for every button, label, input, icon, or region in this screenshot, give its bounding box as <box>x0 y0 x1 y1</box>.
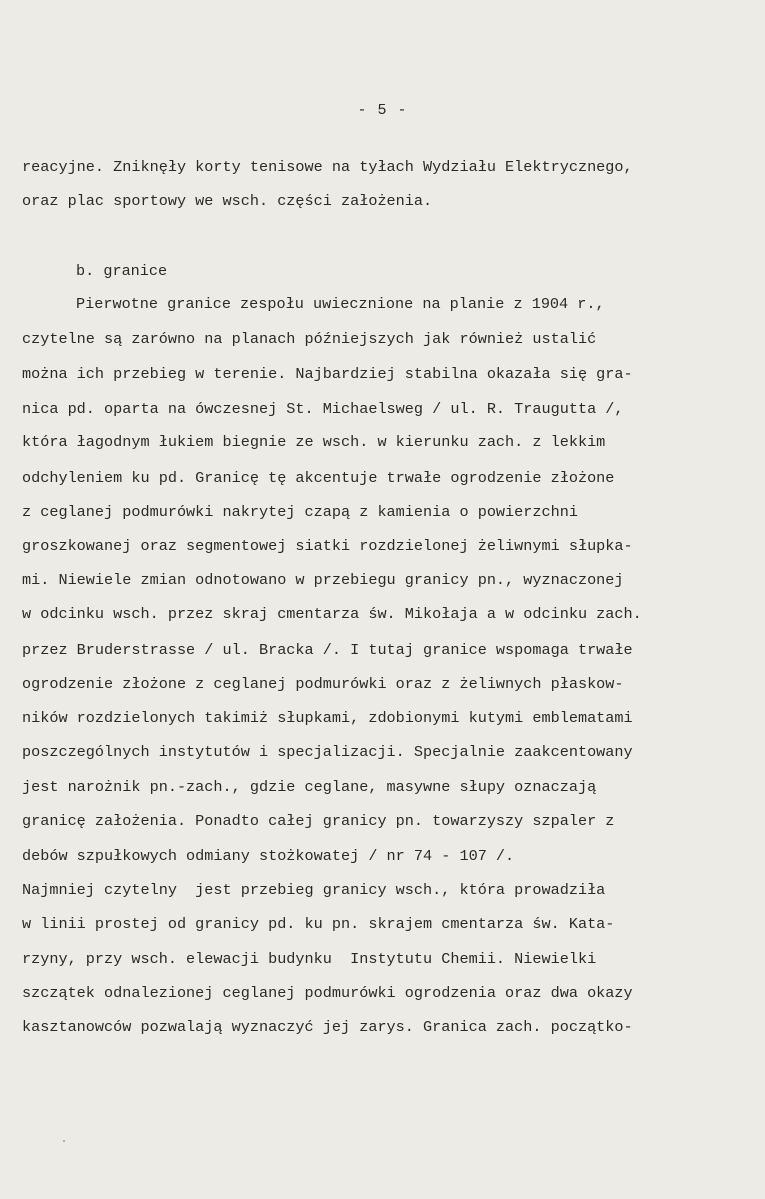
text-line: przez Bruderstrasse / ul. Bracka /. I tutaj granice wspomaga trwałe <box>22 641 633 659</box>
text-line: poszczególnych instytutów i specjalizacji. Specjalnie zaakcentowany <box>22 743 633 761</box>
text-line: można ich przebieg w terenie. Najbardziej stabilna okazała się gra- <box>22 365 633 383</box>
text-line: jest narożnik pn.-zach., gdzie ceglane, masywne słupy oznaczają <box>22 778 597 796</box>
page-number: - 5 - <box>357 102 408 119</box>
text-line: Pierwotne granice zespołu uwiecznione na planie z 1904 r., <box>76 295 605 313</box>
text-line: groszkowanej oraz segmentowej siatki rozdzielonej żeliwnymi słupka- <box>22 537 633 555</box>
text-line: szczątek odnalezionej ceglanej podmurówki ogrodzenia oraz dwa okazy <box>22 984 633 1002</box>
section-heading: b. granice <box>76 262 168 280</box>
text-line: oraz plac sportowy we wsch. części założenia. <box>22 192 433 210</box>
text-line: reacyjne. Zniknęły korty tenisowe na tyłach Wydziału Elektrycznego, <box>22 158 633 176</box>
text-line: odchyleniem ku pd. Granicę tę akcentuje trwałe ogrodzenie złożone <box>22 469 615 487</box>
text-line: kasztanowców pozwalają wyznaczyć jej zarys. Granica zach. początko- <box>22 1018 633 1036</box>
text-line: która łagodnym łukiem biegnie ze wsch. w kierunku zach. z lekkim <box>22 433 606 451</box>
text-line: w linii prostej od granicy pd. ku pn. skrajem cmentarza św. Kata- <box>22 915 615 933</box>
text-line: debów szpułkowych odmiany stożkowatej / nr 74 - 107 /. <box>22 847 515 865</box>
text-line: nica pd. oparta na ówczesnej St. Michaelsweg / ul. R. Traugutta /, <box>22 400 624 418</box>
text-line: czytelne są zarówno na planach późniejszych jak również ustalić <box>22 330 597 348</box>
text-line: ników rozdzielonych takimiż słupkami, zdobionymi kutymi emblematami <box>22 709 633 727</box>
text-line: w odcinku wsch. przez skraj cmentarza św. Mikołaja a w odcinku zach. <box>22 605 642 623</box>
text-line: Najmniej czytelny jest przebieg granicy wsch., która prowadziła <box>22 881 606 899</box>
text-line: z ceglanej podmurówki nakrytej czapą z kamienia o powierzchni <box>22 503 578 521</box>
text-line: ogrodzenie złożone z ceglanej podmurówki oraz z żeliwnych płaskow- <box>22 675 624 693</box>
text-line: mi. Niewiele zmian odnotowano w przebiegu granicy pn., wyznaczonej <box>22 571 624 589</box>
text-line: granicę założenia. Ponadto całej granicy pn. towarzyszy szpaler z <box>22 812 615 830</box>
paper-speck <box>63 1140 65 1142</box>
text-line: rzyny, przy wsch. elewacji budynku Instytutu Chemii. Niewielki <box>22 950 597 968</box>
